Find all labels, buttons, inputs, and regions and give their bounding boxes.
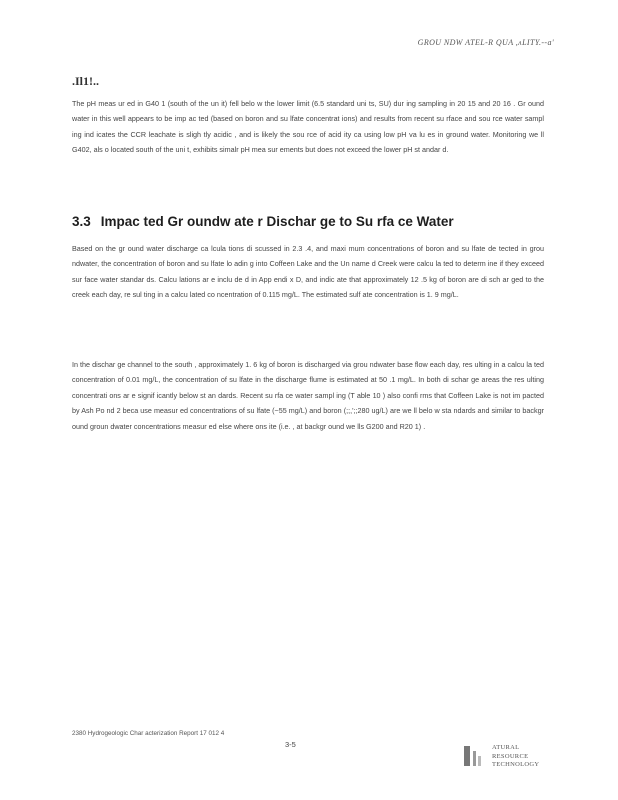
company-logo — [462, 740, 552, 774]
section-heading — [72, 214, 544, 229]
paragraph-discharge-channel: In the dischar ge channel to the south , approximately 1. 6 kg of boron is discharged via grou ndwater base flow each day, res ulting in a calcu la ted concentration of 0.01 mg/L, the concentration of su lfate in the discharge flume is estimated at 50 .1 mg/L. In both di schar ge areas the res ulting concentrati ons ar e signif icantly below st an dards. Recent su rfa ce water sampl ing (T able 10 ) also confi rms that Coffeen Lake is not im pacted by Ash Po nd 2 beca use measur ed concentrations of su lfate (~55 mg/L) and boron (;;,';;280 ug/L) are we ll belo w sta ndards and similar to backgr ound groun dwater concentrations measur ed else where ons ite (i.e. , at backgr ound we lls G200 and R20 1) . — [72, 360, 544, 431]
paragraph-ph-findings: The pH meas ur ed in G40 1 (south of the un it) fell belo w the lower limit (6.5 standard uni ts, SU) dur ing sampling in 20 15 and 20 16 . Gr ound water in this well appears to be imp ac ted (based on boron and su lfate concentrat ions) and results from recent su rface and sou rce water sampl ing ind icates the CCR leachate is sligh tly acidic , and is likely the sou rce of acid ity ca using low pH va lu es in ground water. Monitoring we ll G402, als o located south of the uni t, exhibits simalr pH mea sur ements but does not exceed the lower pH st andar d. — [72, 99, 544, 155]
running-header: GROU NDW ATEL-R QUA ,ʌLITY.--a' — [417, 38, 554, 47]
logo-line: ATURAL — [492, 744, 520, 751]
section-number: 3.3 — [72, 214, 91, 229]
logo-line: RESOURCE — [492, 752, 529, 760]
paragraph-discharge-calculations: Based on the gr ound water discharge ca lcula tions di scussed in 2.3 .4, and maxi mum concentrations of boron and su lfate de tected in grou ndwater, the concentration of boron and su lfate lo adin g into Coffeen Lake and the Un name d Creek were calcu la ted to determ ine if they exceed sur face water standar ds. Calcu lations ar e inclu de d in App endi x D, and indic ate that approximately 12 .5 kg of boron are di sch ar ged to the creek each day, re sul ting in a calcu lated co ncentration of 0.115 mg/L. The estimated sulf ate concentration is 1. 9 mg/L. — [72, 244, 544, 300]
logo-line: TECHNOLOGY — [492, 761, 540, 768]
page-number: 3-5 — [285, 740, 296, 749]
footer-report-title: 2380 Hydrogeologic Char acterization Report 17 012 4 — [72, 730, 225, 737]
section-title: Impac ted Gr oundw ate r Dischar ge to Su rfa ce Water — [100, 214, 454, 229]
logo-text — [492, 744, 539, 770]
section-fragment: .Il1!.. — [72, 74, 99, 88]
logo-mark-icon — [462, 742, 484, 770]
